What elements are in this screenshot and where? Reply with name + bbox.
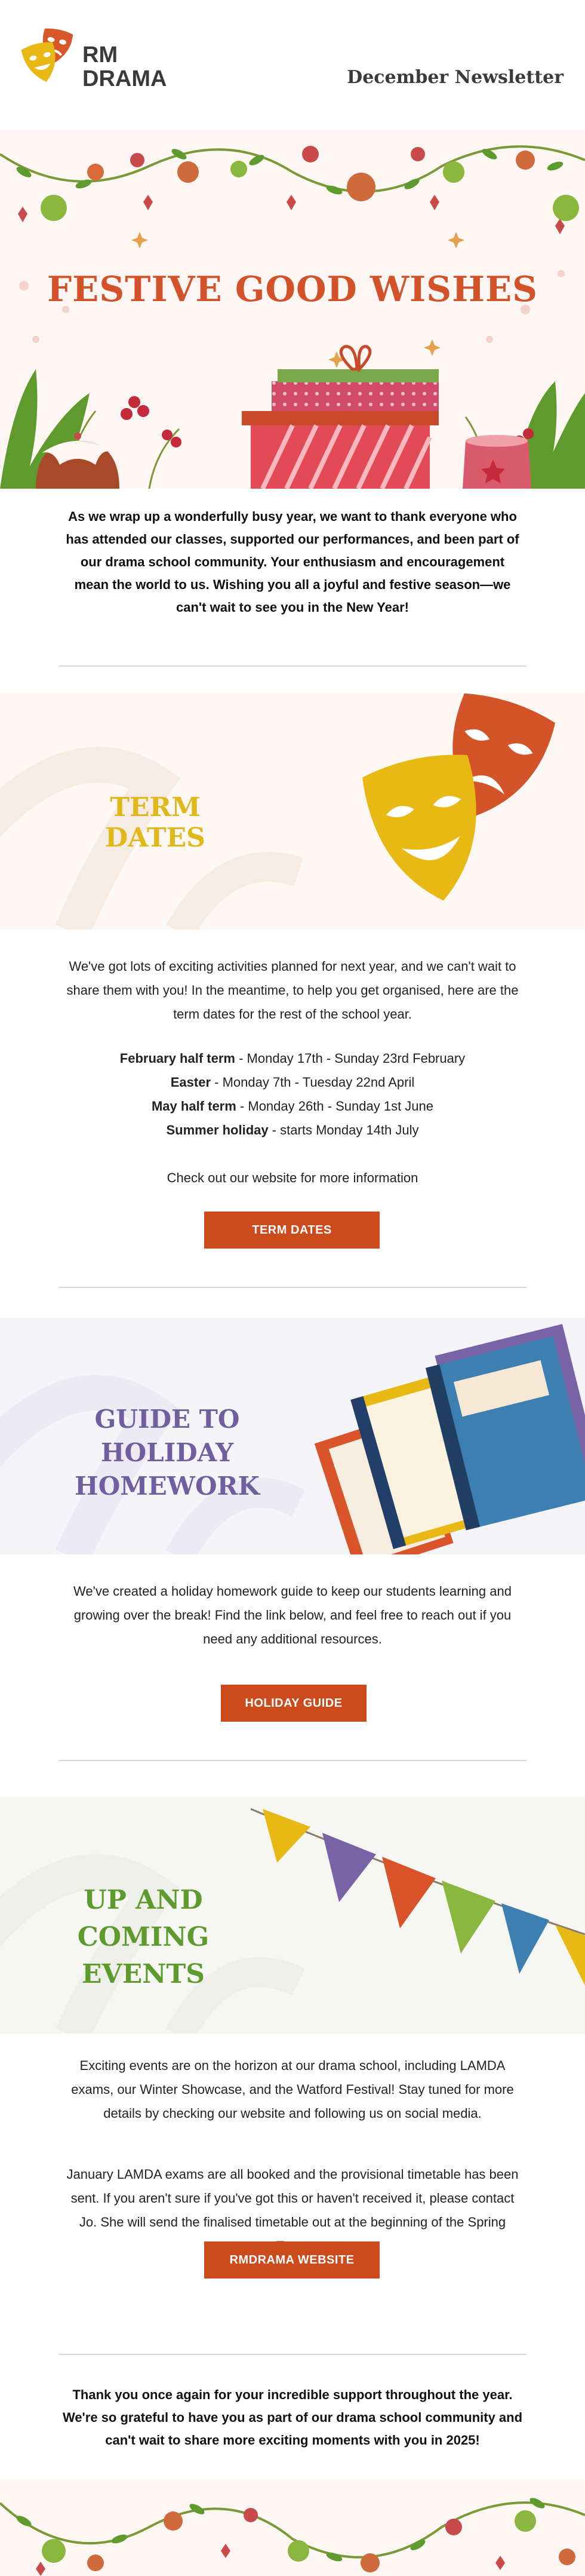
term-dates-intro: We've got lots of exciting activities planned for next year, and we can't wait to share them with you! In the meantime, to help you get organised, here are the term dates for the rest of the school year. — [66, 959, 519, 1022]
brand-line-1: RM — [82, 42, 118, 68]
hero-title: FESTIVE GOOD WISHES — [47, 269, 538, 309]
holiday-guide-button[interactable]: HOLIDAY GUIDE — [221, 1685, 367, 1722]
events-title-line-2: EVENTS — [82, 1959, 205, 1989]
holiday-guide-title-line-2: HOMEWORK — [75, 1471, 260, 1501]
divider — [59, 1287, 526, 1288]
term-date-item — [66, 1118, 519, 1142]
theatre-masks-icon — [334, 693, 585, 930]
term-label: May half term — [151, 1099, 236, 1114]
events-banner — [0, 1797, 585, 2034]
term-date-item — [66, 1071, 519, 1094]
holiday-guide-text: We've created a holiday homework guide to keep our students learning and growing over the break! Find the link below, and feel free to reach out if you need any additional resources. — [73, 1584, 512, 1646]
events-text-2: January LAMDA exams are all booked and the provisional timetable has been sent. If you aren't sure if you've got this or haven't received it, please contact Jo. She will send the finalised timetable out at the beginning of the Spring — [66, 2167, 519, 2230]
logo-masks-icon — [18, 26, 84, 92]
christmas-garland-icon — [0, 2479, 585, 2576]
holiday-guide-banner — [0, 1318, 585, 1554]
books-icon — [275, 1318, 585, 1554]
term-dates: - starts Monday 14th July — [268, 1123, 419, 1137]
term-dates-banner — [0, 693, 585, 930]
term-dates: - Monday 26th - Sunday 1st June — [236, 1099, 434, 1114]
footer-garland — [0, 2479, 585, 2576]
brand-line-2: DRAMA — [82, 66, 167, 91]
term-dates-list — [66, 1047, 519, 1142]
header — [0, 0, 585, 130]
holiday-guide-title — [42, 1403, 292, 1503]
newsletter-title: December Newsletter — [347, 67, 564, 88]
term-date-item — [66, 1094, 519, 1118]
holiday-guide-title-line-1: GUIDE TO HOLIDAY — [94, 1404, 240, 1467]
hero-banner — [0, 130, 585, 489]
divider — [59, 666, 526, 667]
term-dates-title: TERM DATES — [105, 792, 205, 853]
brand-wordmark — [82, 43, 167, 91]
rmdrama-website-button[interactable]: RMDRAMA WEBSITE — [204, 2241, 380, 2278]
events-text-1: Exciting events are on the horizon at our drama school, including LAMDA exams, our Winter Showcase, and the Watford Festival! Stay tuned for more details by checking our website and following us on social media. — [71, 2058, 514, 2121]
term-label: February half term — [119, 1051, 235, 1066]
website-note: Check out our website for more information — [167, 1170, 418, 1185]
closing-text: Thank you once again for your incredible support throughout the year. We're so grateful to have you as part of our drama school community and can't wait to share more exciting moments with you in 2025! — [62, 2387, 523, 2448]
term-dates: - Monday 7th - Tuesday 22nd April — [211, 1075, 415, 1090]
divider — [59, 2354, 526, 2355]
term-date-item — [66, 1047, 519, 1071]
intro-text: As we wrap up a wonderfully busy year, we want to thank everyone who has attended our classes, supported our performances, and been part of our drama school community. Your enthusiasm and encouragement mean the world to us. Wishing you all a joyful and festive season—we can't wait to see you in the New Year! — [66, 509, 519, 615]
term-label: Easter — [170, 1075, 211, 1090]
divider — [59, 1760, 526, 1761]
gift-icon — [242, 346, 439, 489]
events-title — [36, 1882, 251, 1993]
christmas-garland-icon — [0, 130, 585, 489]
brand-logo[interactable] — [18, 26, 185, 98]
term-label: Summer holiday — [166, 1123, 269, 1137]
events-title-line-1: UP AND COMING — [77, 1885, 210, 1952]
term-dates: - Monday 17th - Sunday 23rd February — [235, 1051, 466, 1066]
term-dates-button[interactable]: TERM DATES — [204, 1212, 380, 1249]
bunting-icon — [251, 1797, 585, 2034]
